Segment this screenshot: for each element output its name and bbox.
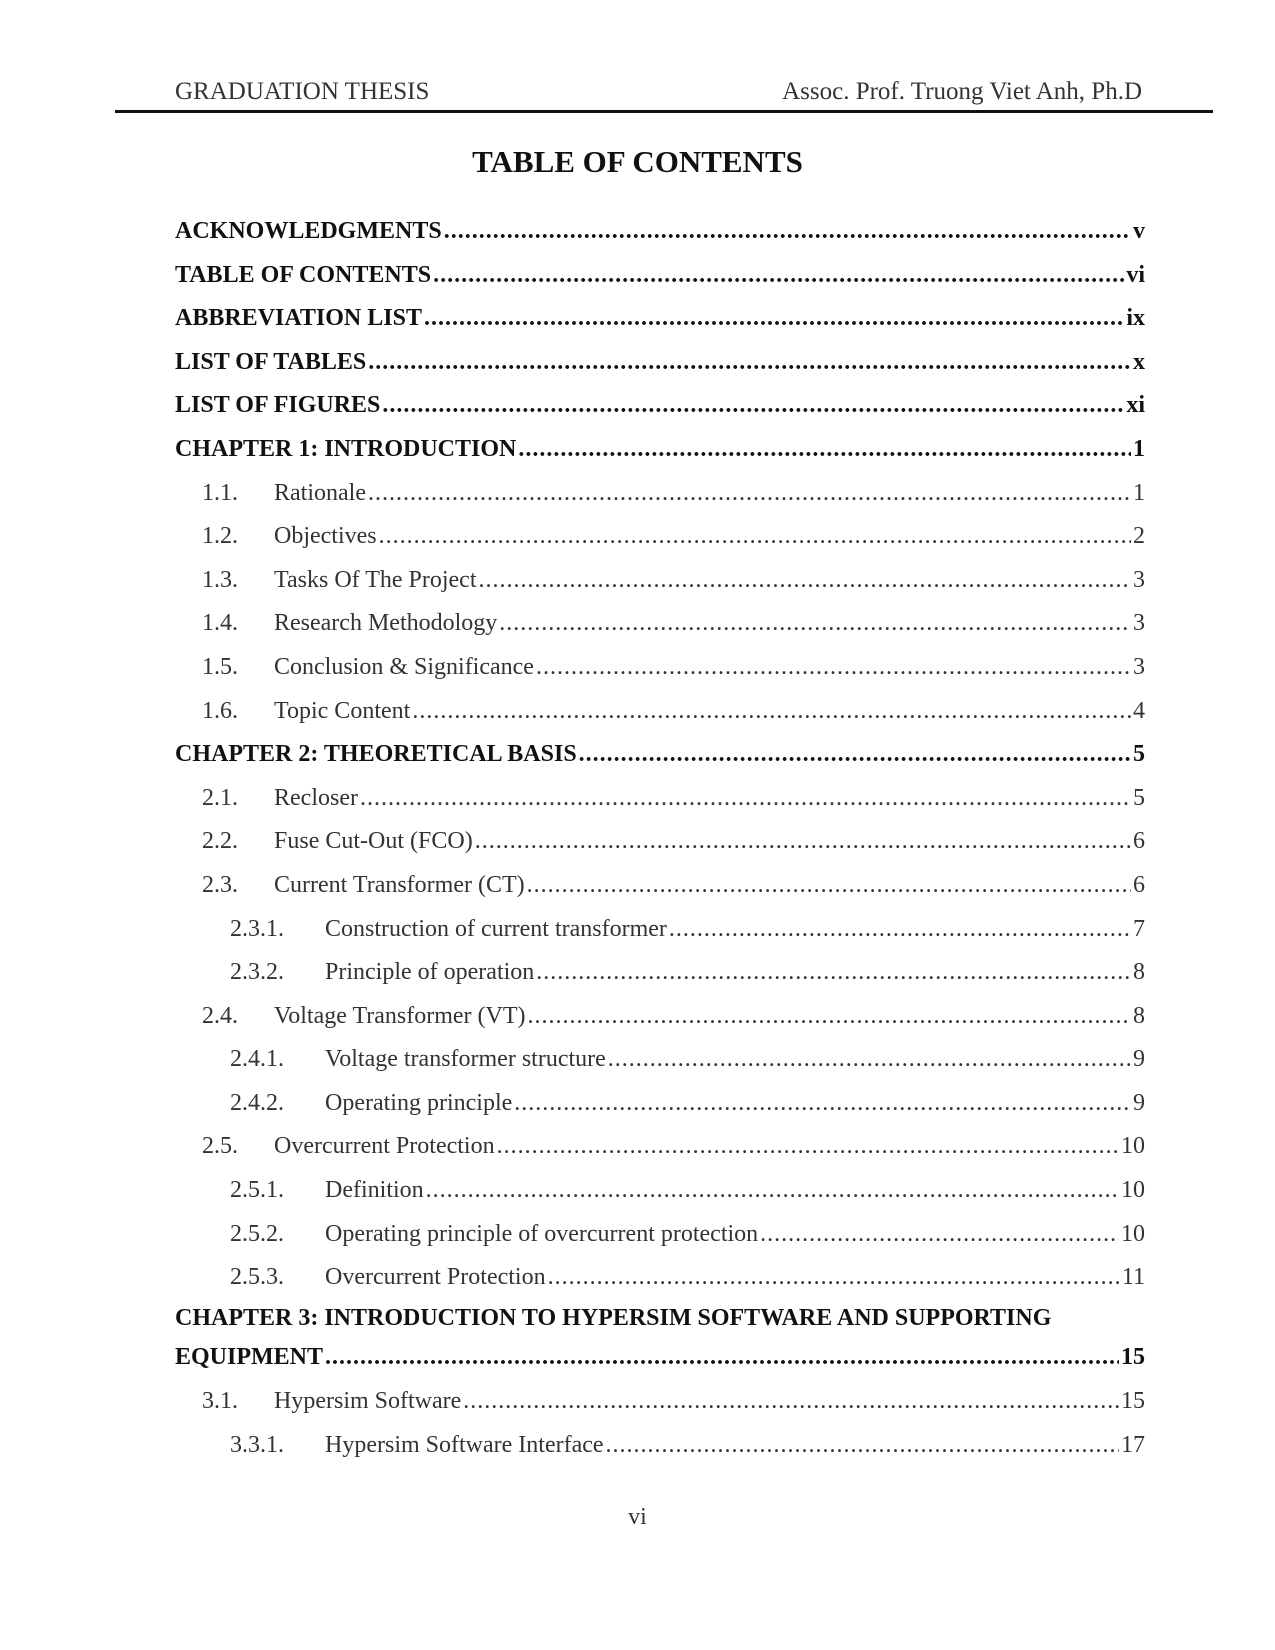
toc-entry-page: x <box>1133 348 1145 375</box>
dot-leader <box>528 995 1131 1039</box>
toc-entry-label: CHAPTER 1: INTRODUCTION <box>175 435 517 462</box>
dot-leader <box>608 1038 1131 1082</box>
toc-entry-3-3-1[interactable] <box>175 1424 1145 1468</box>
toc-entry-page: 10 <box>1121 1177 1145 1204</box>
page-title: TABLE OF CONTENTS <box>472 144 803 179</box>
header-rule <box>115 110 1213 113</box>
toc-entry-page: 3 <box>1133 610 1145 637</box>
toc-entry-2-5-3[interactable] <box>175 1256 1145 1300</box>
dot-leader <box>379 515 1131 559</box>
toc-entry-chapter-1[interactable] <box>175 428 1145 472</box>
toc-entry-page: ix <box>1126 305 1145 332</box>
toc-entry-label: Tasks Of The Project <box>274 566 477 593</box>
toc-entry-2-4[interactable] <box>175 995 1145 1039</box>
dot-leader <box>424 297 1124 341</box>
toc-entry-page: 15 <box>1121 1343 1145 1370</box>
toc-entry-1-5[interactable] <box>175 646 1145 690</box>
toc-entry-number: 2.1. <box>202 784 238 811</box>
dot-leader <box>514 1082 1131 1126</box>
toc-entry-page: vi <box>1126 261 1145 288</box>
toc-entry-label: Fuse Cut-Out (FCO) <box>274 828 473 855</box>
toc-entry-label: Rationale <box>274 479 366 506</box>
toc-entry-2-5-2[interactable] <box>175 1213 1145 1257</box>
toc-entry-page: 15 <box>1121 1388 1145 1415</box>
toc-entry-page: 9 <box>1133 1089 1145 1116</box>
toc-entry-number: 2.5.1. <box>230 1177 284 1204</box>
dot-leader <box>669 908 1131 952</box>
toc-entry-list-of-figures[interactable] <box>175 384 1145 428</box>
toc-entry-number: 1.4. <box>202 610 238 637</box>
toc-entry-number: 2.3.2. <box>230 959 284 986</box>
toc-entry-1-6[interactable] <box>175 690 1145 734</box>
toc-entry-number: 3.3.1. <box>230 1432 284 1459</box>
toc-entry-page: 1 <box>1133 435 1145 462</box>
dot-leader <box>527 864 1131 908</box>
toc-entry-label: Objectives <box>274 523 377 550</box>
toc-entry-page: 6 <box>1133 828 1145 855</box>
toc-entry-page: 5 <box>1133 784 1145 811</box>
toc-entry-page: 3 <box>1133 566 1145 593</box>
toc-entry-2-5[interactable] <box>175 1125 1145 1169</box>
toc-entry-page: 5 <box>1133 741 1145 768</box>
toc-entry-page: 10 <box>1121 1133 1145 1160</box>
dot-leader <box>426 1169 1119 1213</box>
toc-entry-page: xi <box>1126 392 1145 419</box>
dot-leader <box>479 559 1132 603</box>
dot-leader <box>444 210 1131 254</box>
dot-leader <box>760 1213 1119 1257</box>
dot-leader <box>368 341 1131 385</box>
toc-entry-page: 17 <box>1121 1432 1145 1459</box>
toc-entry-2-4-2[interactable] <box>175 1082 1145 1126</box>
toc-entry-list-of-tables[interactable] <box>175 341 1145 385</box>
toc-entry-number: 2.4. <box>202 1002 238 1029</box>
dot-leader <box>579 733 1131 777</box>
toc-entry-number: 2.5. <box>202 1133 238 1160</box>
toc-entry-2-2[interactable] <box>175 820 1145 864</box>
dot-leader <box>499 602 1131 646</box>
toc-entry-number: 2.5.2. <box>230 1220 284 1247</box>
toc-entry-label: Construction of current transformer <box>325 915 667 942</box>
toc-entry-abbreviation-list[interactable] <box>175 297 1145 341</box>
toc-entry-page: 6 <box>1133 871 1145 898</box>
dot-leader <box>606 1424 1119 1468</box>
toc-entry-1-2[interactable] <box>175 515 1145 559</box>
header-advisor: Assoc. Prof. Truong Viet Anh, Ph.D <box>782 78 1142 105</box>
toc-entry-label: TABLE OF CONTENTS <box>175 261 432 288</box>
toc-entry-label: CHAPTER 2: THEORETICAL BASIS <box>175 741 577 768</box>
toc-entry-number: 1.3. <box>202 566 238 593</box>
toc-entry-page: 3 <box>1133 653 1145 680</box>
table-of-contents <box>175 210 1145 1468</box>
toc-entry-page: v <box>1133 218 1145 244</box>
toc-entry-1-4[interactable] <box>175 602 1145 646</box>
dot-leader <box>548 1256 1120 1300</box>
toc-entry-number: 1.6. <box>202 697 238 724</box>
toc-entry-number: 3.1. <box>202 1388 238 1415</box>
dot-leader <box>360 777 1131 821</box>
toc-entry-number: 1.2. <box>202 523 238 550</box>
toc-entry-table-of-contents[interactable] <box>175 254 1145 298</box>
toc-entry-number: 1.5. <box>202 653 238 680</box>
toc-entry-1-1[interactable] <box>175 472 1145 516</box>
toc-entry-2-4-1[interactable] <box>175 1038 1145 1082</box>
toc-entry-page: 9 <box>1133 1046 1145 1073</box>
toc-entry-page: 1 <box>1133 479 1145 506</box>
dot-leader <box>518 428 1131 472</box>
toc-entry-number: 1.1. <box>202 479 238 506</box>
toc-entry-label: Voltage transformer structure <box>325 1046 606 1073</box>
toc-entry-2-5-1[interactable] <box>175 1169 1145 1213</box>
toc-entry-page: 4 <box>1133 697 1145 724</box>
dot-leader <box>463 1380 1119 1424</box>
toc-entry-label: ACKNOWLEDGMENTS <box>175 218 442 244</box>
toc-entry-label: Current Transformer (CT) <box>274 871 525 898</box>
toc-entry-label: Recloser <box>274 784 358 811</box>
toc-entry-label: Conclusion & Significance <box>274 653 534 680</box>
toc-entry-label: Principle of operation <box>325 959 535 986</box>
toc-entry-label: Research Methodology <box>274 610 498 637</box>
toc-entry-label: Overcurrent Protection <box>325 1264 546 1291</box>
toc-entry-number: 2.5.3. <box>230 1264 284 1291</box>
toc-entry-number: 2.2. <box>202 828 238 855</box>
dot-leader <box>382 384 1124 428</box>
toc-entry-number: 2.4.1. <box>230 1046 284 1073</box>
dot-leader <box>412 690 1131 734</box>
dot-leader <box>325 1337 1119 1377</box>
toc-entry-label: Topic Content <box>274 697 411 724</box>
toc-entry-label-line1: CHAPTER 3: INTRODUCTION TO HYPERSIM SOFTWARE AND SUPPORTING <box>175 1304 1052 1331</box>
toc-entry-page: 8 <box>1133 1002 1145 1029</box>
dot-leader <box>475 820 1131 864</box>
toc-entry-2-3[interactable] <box>175 864 1145 908</box>
dot-leader <box>536 646 1131 690</box>
toc-entry-label: Hypersim Software <box>274 1388 462 1415</box>
toc-entry-label: Operating principle <box>325 1089 513 1116</box>
toc-entry-label: Operating principle of overcurrent protection <box>325 1220 759 1247</box>
toc-entry-chapter-2[interactable] <box>175 733 1145 777</box>
toc-entry-1-3[interactable] <box>175 559 1145 603</box>
toc-entry-3-1[interactable] <box>175 1380 1145 1424</box>
toc-entry-label: Voltage Transformer (VT) <box>274 1002 526 1029</box>
toc-entry-2-3-1[interactable] <box>175 908 1145 952</box>
toc-entry-page: 8 <box>1133 959 1145 986</box>
toc-entry-label: Definition <box>325 1177 424 1204</box>
toc-entry-number: 2.4.2. <box>230 1089 284 1116</box>
toc-entry-chapter-3[interactable] <box>175 1300 1145 1381</box>
toc-entry-label-line2: EQUIPMENT <box>175 1343 324 1370</box>
toc-entry-label: ABBREVIATION LIST <box>175 305 422 332</box>
toc-entry-page: 7 <box>1133 915 1145 942</box>
toc-entry-page: 11 <box>1121 1264 1145 1291</box>
toc-entry-number: 2.3. <box>202 871 238 898</box>
toc-entry-2-3-2[interactable] <box>175 951 1145 995</box>
toc-entry-number: 2.3.1. <box>230 915 284 942</box>
dot-leader <box>536 951 1131 995</box>
toc-entry-label: Overcurrent Protection <box>274 1133 495 1160</box>
toc-entry-acknowledgments[interactable] <box>175 210 1145 254</box>
toc-entry-page: 2 <box>1133 523 1145 550</box>
toc-entry-label: LIST OF FIGURES <box>175 392 381 419</box>
toc-entry-label: LIST OF TABLES <box>175 348 367 375</box>
dot-leader <box>433 254 1124 298</box>
toc-entry-page: 10 <box>1121 1220 1145 1247</box>
toc-entry-label: Hypersim Software Interface <box>325 1432 604 1459</box>
dot-leader <box>497 1125 1119 1169</box>
header-thesis-label: GRADUATION THESIS <box>175 78 430 105</box>
page-number: vi <box>628 1504 647 1530</box>
toc-entry-2-1[interactable] <box>175 777 1145 821</box>
dot-leader <box>368 472 1131 516</box>
